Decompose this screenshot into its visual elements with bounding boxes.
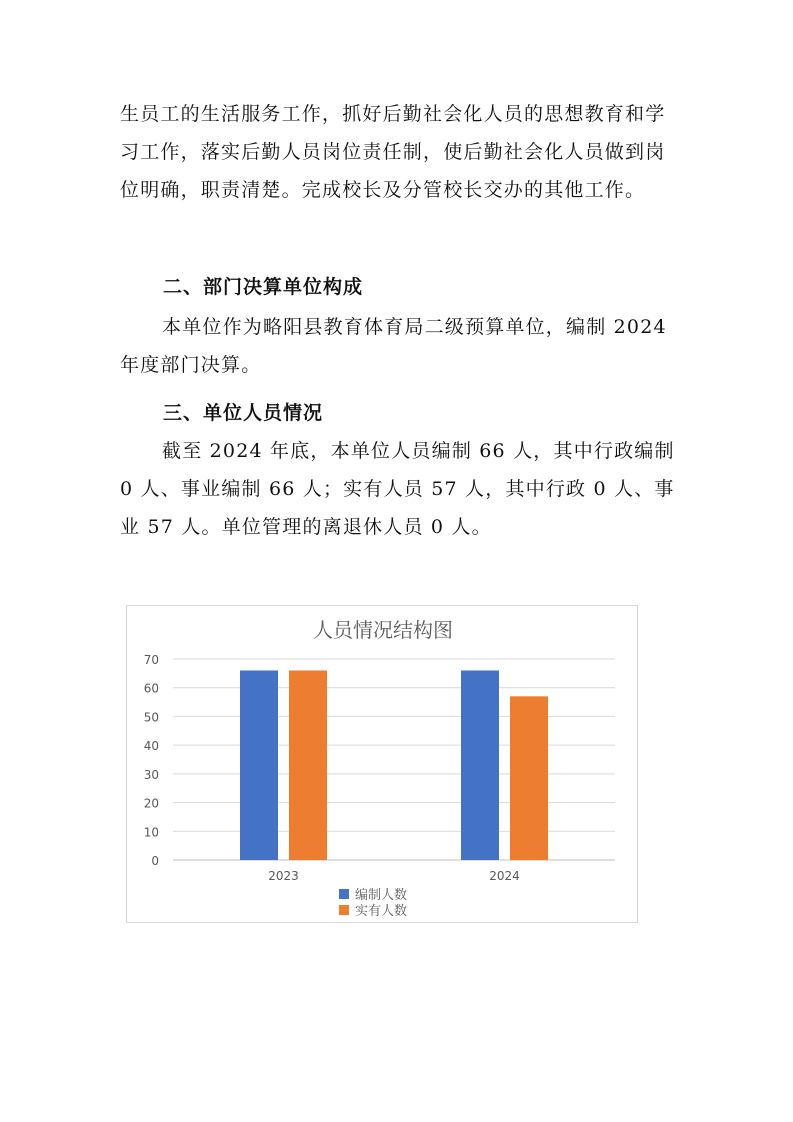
bar	[289, 670, 327, 860]
y-tick-label: 50	[143, 710, 159, 725]
y-tick-label: 10	[143, 825, 159, 840]
legend-swatch	[339, 889, 349, 899]
staff-structure-chart	[126, 605, 638, 923]
y-tick-label: 60	[143, 681, 159, 696]
y-tick-label: 30	[143, 767, 159, 782]
y-tick-label: 0	[151, 854, 159, 868]
y-tick-label: 20	[143, 796, 159, 811]
x-tick-label: 2024	[489, 869, 520, 883]
bar	[461, 670, 499, 860]
x-tick-label: 2023	[268, 869, 299, 883]
section-heading-unit-composition: 二、部门决算单位构成	[163, 276, 364, 298]
bar	[510, 696, 548, 860]
legend-label: 实有人数	[355, 904, 408, 919]
legend-label: 编制人数	[355, 888, 408, 903]
y-tick-label: 40	[143, 739, 159, 754]
chart-title: 人员情况结构图	[313, 618, 453, 642]
bar	[240, 670, 278, 860]
legend-swatch	[339, 905, 349, 915]
section-heading-staff: 三、单位人员情况	[163, 402, 324, 424]
paragraph-staff: 截至 2024 年底，本单位人员编制 66 人，其中行政编制 0 人、事业编制 66 人；实有人员 57 人，其中行政 0 人、事业 57 人。单位管理的离退休人员 0 人。	[120, 440, 675, 538]
paragraph-unit-composition: 本单位作为略阳县教育体育局二级预算单位，编制 2024 年度部门决算。	[120, 316, 667, 376]
y-tick-label: 70	[143, 653, 159, 667]
paragraph-logistics: 生员工的生活服务工作，抓好后勤社会化人员的思想教育和学习工作，落实后勤人员岗位责任制，使后勤社会化人员做到岗位明确，职责清楚。完成校长及分管校长交办的其他工作。	[120, 103, 666, 201]
chart-canvas	[127, 606, 639, 924]
